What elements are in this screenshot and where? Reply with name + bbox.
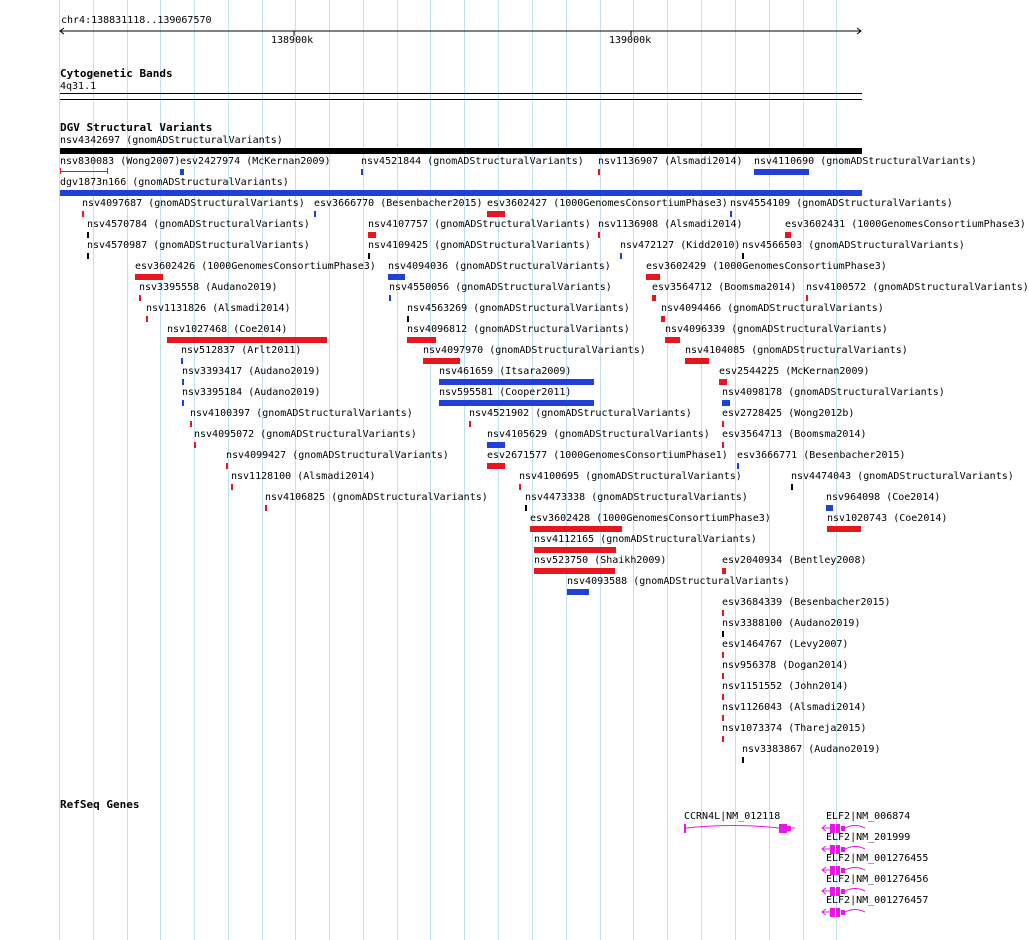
variant-bar[interactable] — [60, 190, 862, 196]
variant-bar[interactable] — [722, 442, 724, 448]
variant-bar[interactable] — [265, 505, 267, 511]
variant-label[interactable]: nsv4096812 (gnomADStructuralVariants) — [407, 324, 630, 335]
variant-label[interactable]: nsv3395184 (Audano2019) — [182, 387, 321, 398]
variant-label[interactable]: nsv4096339 (gnomADStructuralVariants) — [665, 324, 888, 335]
variant-bar[interactable] — [754, 169, 809, 175]
variant-bar[interactable] — [182, 379, 184, 385]
variant-bar[interactable] — [388, 274, 405, 280]
variant-bar[interactable] — [407, 337, 436, 343]
variant-label[interactable]: esv2427974 (McKernan2009) — [180, 156, 331, 167]
variant-label[interactable]: nsv4107757 (gnomADStructuralVariants) — [368, 219, 591, 230]
gene-label[interactable]: CCRN4L|NM_012118 — [684, 811, 781, 822]
variant-bar[interactable] — [722, 421, 724, 427]
variant-label[interactable]: nsv4521902 (gnomADStructuralVariants) — [469, 408, 692, 419]
variant-bar[interactable] — [180, 169, 184, 175]
variant-bar[interactable] — [722, 631, 724, 637]
variant-label[interactable]: nsv4110690 (gnomADStructuralVariants) — [754, 156, 977, 167]
variant-label[interactable]: nsv4570784 (gnomADStructuralVariants) — [87, 219, 310, 230]
gene-label[interactable]: ELF2|NM_006874 — [826, 811, 911, 822]
variant-bar[interactable] — [439, 379, 594, 385]
ruler-tick-label: 139000k — [609, 35, 652, 46]
variant-bar[interactable] — [722, 736, 724, 742]
variant-label[interactable]: esv3602428 (1000GenomesConsortiumPhase3) — [530, 513, 771, 524]
variant-bar[interactable] — [487, 463, 505, 469]
variant-label[interactable]: nsv4473338 (gnomADStructuralVariants) — [525, 492, 748, 503]
gene-model[interactable] — [684, 823, 804, 835]
variant-label[interactable]: nsv4554109 (gnomADStructuralVariants) — [730, 198, 953, 209]
variant-label[interactable]: esv2040934 (Bentley2008) — [722, 555, 867, 566]
variant-bar[interactable] — [487, 211, 505, 217]
variant-label[interactable]: nsv512837 (Arlt2011) — [181, 345, 302, 356]
variant-label[interactable]: nsv472127 (Kidd2010) — [620, 240, 741, 251]
variant-bar[interactable] — [190, 421, 192, 427]
variant-label[interactable]: nsv4112165 (gnomADStructuralVariants) — [534, 534, 757, 545]
variant-label[interactable]: nsv4095072 (gnomADStructuralVariants) — [194, 429, 417, 440]
variant-bar[interactable] — [439, 400, 594, 406]
gene-label[interactable]: ELF2|NM_001276457 — [826, 895, 929, 906]
variant-bar[interactable] — [722, 694, 724, 700]
variant-bar[interactable] — [87, 253, 89, 259]
variant-bar[interactable] — [722, 652, 724, 658]
variant-label[interactable]: nsv4100572 (gnomADStructuralVariants) — [806, 282, 1029, 293]
variant-label[interactable]: nsv4566503 (gnomADStructuralVariants) — [742, 240, 965, 251]
variant-label[interactable]: esv3602429 (1000GenomesConsortiumPhase3) — [646, 261, 887, 272]
variant-label[interactable]: nsv4570987 (gnomADStructuralVariants) — [87, 240, 310, 251]
variant-bar[interactable] — [827, 526, 861, 532]
variant-label[interactable]: nsv4106825 (gnomADStructuralVariants) — [265, 492, 488, 503]
variant-bar[interactable] — [598, 232, 600, 238]
variant-bar[interactable] — [598, 169, 600, 175]
variant-bar[interactable] — [389, 295, 391, 301]
variant-bar[interactable] — [194, 442, 196, 448]
gene-label[interactable]: ELF2|NM_001276455 — [826, 853, 929, 864]
variant-label[interactable]: esv2671577 (1000GenomesConsortiumPhase1) — [487, 450, 728, 461]
variant-label[interactable]: esv3666771 (Besenbacher2015) — [737, 450, 906, 461]
variant-label[interactable]: nsv1136908 (Alsmadi2014) — [598, 219, 743, 230]
variant-label[interactable]: nsv4097687 (gnomADStructuralVariants) — [82, 198, 305, 209]
gene-label[interactable]: ELF2|NM_001276456 — [826, 874, 929, 885]
variant-bar[interactable] — [719, 379, 727, 385]
variant-label[interactable]: nsv3388100 (Audano2019) — [722, 618, 861, 629]
ruler-tick-label: 138900k — [271, 35, 314, 46]
variant-bar[interactable] — [519, 484, 521, 490]
variant-bar[interactable] — [60, 148, 862, 154]
variant-label[interactable]: nsv4521844 (gnomADStructuralVariants) — [361, 156, 584, 167]
variant-bar[interactable] — [534, 568, 615, 574]
variant-label[interactable]: nsv1126043 (Alsmadi2014) — [722, 702, 867, 713]
variant-bar[interactable] — [226, 463, 228, 469]
variant-bar[interactable] — [368, 253, 370, 259]
variant-label[interactable]: nsv1020743 (Coe2014) — [827, 513, 948, 524]
variant-label[interactable]: nsv3383867 (Audano2019) — [742, 744, 881, 755]
variant-bar[interactable] — [826, 505, 833, 511]
variant-bar[interactable] — [135, 274, 163, 280]
variant-label[interactable]: nsv4104085 (gnomADStructuralVariants) — [685, 345, 908, 356]
variant-bar[interactable] — [685, 358, 709, 364]
variant-label[interactable]: nsv3393417 (Audano2019) — [182, 366, 321, 377]
variant-label[interactable]: nsv4550056 (gnomADStructuralVariants) — [389, 282, 612, 293]
variant-bar[interactable] — [407, 316, 409, 322]
variant-bar[interactable] — [525, 505, 527, 511]
variant-bar[interactable] — [82, 211, 84, 217]
variant-bar[interactable] — [806, 295, 808, 301]
variant-bar[interactable] — [737, 463, 739, 469]
variant-label[interactable]: nsv523750 (Shaikh2009) — [534, 555, 667, 566]
variant-bar[interactable] — [530, 526, 622, 532]
variant-label[interactable]: esv3564713 (Boomsma2014) — [722, 429, 867, 440]
cytoband-border-bottom — [60, 99, 862, 100]
cytoband-label: 4q31.1 — [60, 81, 97, 92]
variant-bar[interactable] — [181, 358, 183, 364]
variant-bar[interactable] — [182, 400, 184, 406]
variant-label[interactable]: nsv1027468 (Coe2014) — [167, 324, 288, 335]
variant-bar[interactable] — [730, 211, 732, 217]
variant-label[interactable]: nsv4097970 (gnomADStructuralVariants) — [423, 345, 646, 356]
variant-label[interactable]: esv3684339 (Besenbacher2015) — [722, 597, 891, 608]
variant-label[interactable]: nsv964098 (Coe2014) — [826, 492, 941, 503]
variant-bar[interactable] — [652, 295, 656, 301]
variant-label[interactable]: nsv4100695 (gnomADStructuralVariants) — [519, 471, 742, 482]
variant-label[interactable]: nsv4093588 (gnomADStructuralVariants) — [567, 576, 790, 587]
variant-label[interactable]: nsv830083 (Wong2007) — [60, 156, 181, 167]
variant-bar[interactable] — [646, 274, 660, 280]
variant-label[interactable]: dgv1873n166 (gnomADStructuralVariants) — [60, 177, 289, 188]
variant-bar[interactable] — [139, 295, 141, 301]
variant-bar[interactable] — [722, 568, 726, 574]
variant-label[interactable]: nsv4094036 (gnomADStructuralVariants) — [388, 261, 611, 272]
variant-bar[interactable] — [87, 232, 89, 238]
variant-bar[interactable] — [722, 673, 724, 679]
variant-bar[interactable] — [487, 442, 505, 448]
variant-label[interactable]: nsv956378 (Dogan2014) — [722, 660, 849, 671]
variant-label[interactable]: nsv4105629 (gnomADStructuralVariants) — [487, 429, 710, 440]
variant-label[interactable]: nsv4563269 (gnomADStructuralVariants) — [407, 303, 630, 314]
variant-bar[interactable] — [665, 337, 680, 343]
variant-bar[interactable] — [534, 547, 616, 553]
variant-label[interactable]: esv3666770 (Besenbacher2015) — [314, 198, 483, 209]
variant-label[interactable]: esv3602426 (1000GenomesConsortiumPhase3) — [135, 261, 376, 272]
variant-bar[interactable] — [567, 589, 589, 595]
variant-bar[interactable] — [423, 358, 460, 364]
variant-bar[interactable] — [722, 400, 730, 406]
variant-label[interactable]: nsv4099427 (gnomADStructuralVariants) — [226, 450, 449, 461]
variant-bar[interactable] — [469, 421, 471, 427]
variant-label[interactable]: nsv1131826 (Alsmadi2014) — [146, 303, 291, 314]
variant-label[interactable]: esv2544225 (McKernan2009) — [719, 366, 870, 377]
variant-label[interactable]: nsv595581 (Cooper2011) — [439, 387, 572, 398]
location-label: chr4:138831118..139067570 — [61, 15, 212, 26]
variant-label[interactable]: nsv3395558 (Audano2019) — [139, 282, 278, 293]
variant-bar[interactable] — [314, 211, 316, 217]
variant-label[interactable]: esv1464767 (Levy2007) — [722, 639, 849, 650]
variant-bar[interactable] — [785, 232, 791, 238]
variant-bar[interactable] — [661, 316, 665, 322]
variant-label[interactable]: nsv4094466 (gnomADStructuralVariants) — [661, 303, 884, 314]
variant-bar[interactable] — [368, 232, 376, 238]
variant-bar[interactable] — [791, 484, 793, 490]
variant-label[interactable]: esv2728425 (Wong2012b) — [722, 408, 855, 419]
variant-label[interactable]: esv3602427 (1000GenomesConsortiumPhase3) — [487, 198, 728, 209]
variant-bar[interactable] — [722, 610, 724, 616]
dgv-track-title: DGV Structural Variants — [60, 121, 213, 134]
variant-label[interactable]: nsv1073374 (Thareja2015) — [722, 723, 867, 734]
cytoband-border-top — [60, 93, 862, 94]
variant-bar[interactable] — [146, 316, 148, 322]
variant-label[interactable]: esv3564712 (Boomsma2014) — [652, 282, 797, 293]
variant-label[interactable]: nsv4109425 (gnomADStructuralVariants) — [368, 240, 591, 251]
variant-bar[interactable] — [167, 337, 327, 343]
variant-bar[interactable] — [231, 484, 233, 490]
variant-bar[interactable] — [722, 715, 724, 721]
variant-bar[interactable] — [742, 253, 744, 259]
variant-label[interactable]: nsv4098178 (gnomADStructuralVariants) — [722, 387, 945, 398]
variant-label[interactable]: nsv4474043 (gnomADStructuralVariants) — [791, 471, 1014, 482]
gene-label[interactable]: ELF2|NM_201999 — [826, 832, 911, 843]
variant-label[interactable]: nsv4100397 (gnomADStructuralVariants) — [190, 408, 413, 419]
variant-label[interactable]: nsv1151552 (John2014) — [722, 681, 849, 692]
variant-bar[interactable] — [742, 757, 744, 763]
variant-label[interactable]: nsv1128100 (Alsmadi2014) — [231, 471, 376, 482]
refseq-track-title: RefSeq Genes — [60, 798, 140, 811]
cytoband-track-title: Cytogenetic Bands — [60, 67, 173, 80]
variant-bar[interactable] — [60, 171, 108, 172]
gene-model[interactable] — [820, 907, 884, 919]
variant-bar[interactable] — [361, 169, 363, 175]
variant-label[interactable]: nsv461659 (Itsara2009) — [439, 366, 572, 377]
variant-label[interactable]: esv3602431 (1000GenomesConsortiumPhase3) — [785, 219, 1026, 230]
variant-label[interactable]: nsv1136907 (Alsmadi2014) — [598, 156, 743, 167]
variant-label[interactable]: nsv4342697 (gnomADStructuralVariants) — [60, 135, 283, 146]
variant-bar[interactable] — [620, 253, 622, 259]
ruler-axis — [58, 27, 864, 37]
